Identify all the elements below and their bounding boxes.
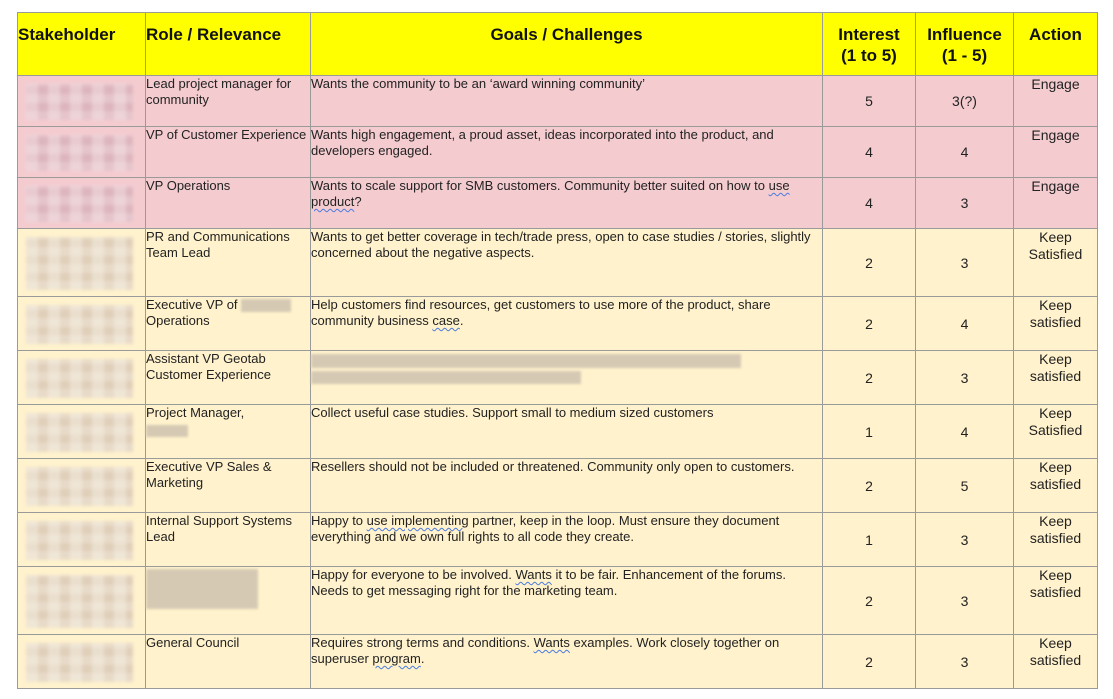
redacted-name — [26, 237, 133, 290]
goals-text: Happy to — [311, 513, 367, 528]
role-text: Project Manager, — [146, 405, 245, 420]
goals-cell[interactable] — [311, 635, 823, 689]
stakeholder-cell[interactable] — [18, 229, 146, 297]
goals-cell[interactable]: Resellers should not be included or threatened. Community only open to customers. — [311, 459, 823, 513]
stakeholder-cell[interactable] — [18, 635, 146, 689]
stakeholder-cell[interactable] — [18, 178, 146, 229]
goals-text: Happy for everyone to be involved. — [311, 567, 516, 582]
table-row — [18, 127, 1098, 178]
header-stakeholder[interactable]: Stakeholder — [18, 13, 146, 76]
table-row — [18, 76, 1098, 127]
role-cell[interactable]: Internal Support Systems Lead — [146, 513, 311, 567]
interest-cell[interactable]: 4 — [823, 178, 916, 229]
table-row — [18, 567, 1098, 635]
role-cell[interactable] — [146, 405, 311, 459]
interest-cell[interactable]: 2 — [823, 567, 916, 635]
goals-text: Wants to scale support for SMB customers. Community better suited on how to — [311, 178, 769, 193]
stakeholder-table — [17, 12, 1098, 689]
header-goals[interactable]: Goals / Challenges — [311, 13, 823, 76]
header-row — [18, 13, 1098, 76]
stakeholder-cell[interactable] — [18, 297, 146, 351]
spellcheck-word: Wants — [515, 567, 552, 582]
action-cell[interactable]: Engage — [1014, 76, 1098, 127]
influence-cell[interactable]: 3 — [916, 513, 1014, 567]
action-cell[interactable]: Keep satisfied — [1014, 635, 1098, 689]
role-cell[interactable]: PR and Communications Team Lead — [146, 229, 311, 297]
table-row — [18, 513, 1098, 567]
goals-text: ? — [354, 194, 362, 209]
redacted-name — [26, 186, 133, 222]
role-text: Executive VP of — [146, 297, 238, 312]
table-row — [18, 297, 1098, 351]
goals-text: . — [420, 651, 425, 666]
header-interest[interactable] — [823, 13, 916, 76]
goals-cell[interactable]: Wants high engagement, a proud asset, ideas incorporated into the product, and developers engaged. — [311, 127, 823, 178]
action-cell[interactable]: Keep Satisfied — [1014, 405, 1098, 459]
goals-cell[interactable] — [311, 513, 823, 567]
redacted-name — [26, 84, 133, 120]
redacted-text — [311, 371, 581, 384]
influence-cell[interactable]: 3 — [916, 567, 1014, 635]
role-text: Operations — [146, 313, 210, 328]
spellcheck-word: use implementing — [366, 513, 469, 528]
goals-text: partner, keep in the loop. Must ensure they document everything and we own full rights to all code they create. — [311, 513, 780, 544]
spellcheck-word: product — [311, 194, 355, 209]
goals-text: Requires strong terms and conditions. — [311, 635, 534, 650]
interest-cell[interactable]: 2 — [823, 635, 916, 689]
header-influence-line1: Influence — [927, 25, 1002, 44]
interest-cell[interactable]: 1 — [823, 405, 916, 459]
redacted-name — [26, 521, 133, 560]
interest-cell[interactable]: 2 — [823, 351, 916, 405]
role-cell[interactable] — [146, 567, 311, 635]
role-cell[interactable]: General Council — [146, 635, 311, 689]
header-influence[interactable] — [916, 13, 1014, 76]
influence-cell[interactable]: 4 — [916, 297, 1014, 351]
role-cell[interactable]: VP Operations — [146, 178, 311, 229]
action-cell[interactable]: Keep satisfied — [1014, 459, 1098, 513]
stakeholder-cell[interactable] — [18, 351, 146, 405]
stakeholder-cell[interactable] — [18, 405, 146, 459]
redacted-name — [26, 413, 133, 452]
redacted-name — [26, 467, 133, 506]
interest-cell[interactable]: 1 — [823, 513, 916, 567]
table-row — [18, 459, 1098, 513]
table-row — [18, 178, 1098, 229]
influence-cell[interactable]: 3 — [916, 178, 1014, 229]
table-row — [18, 635, 1098, 689]
header-role[interactable]: Role / Relevance — [146, 13, 311, 76]
role-cell[interactable]: Lead project manager for community — [146, 76, 311, 127]
influence-cell[interactable]: 3(?) — [916, 76, 1014, 127]
goals-cell[interactable] — [311, 567, 823, 635]
action-cell[interactable]: Keep satisfied — [1014, 297, 1098, 351]
redacted-name — [26, 575, 133, 628]
goals-cell[interactable]: Collect useful case studies. Support small to medium sized customers — [311, 405, 823, 459]
role-cell[interactable]: VP of Customer Experience — [146, 127, 311, 178]
goals-text: it to be fair. Enhancement of the forums. Needs to get messaging right for the marketing team. — [311, 567, 787, 598]
goals-cell[interactable] — [311, 178, 823, 229]
influence-cell[interactable]: 4 — [916, 127, 1014, 178]
goals-cell[interactable] — [311, 297, 823, 351]
stakeholder-cell[interactable] — [18, 567, 146, 635]
action-cell[interactable]: Keep Satisfied — [1014, 229, 1098, 297]
redacted-text — [146, 425, 188, 437]
goals-text: Help customers find resources, get customers to use more of the product, share community business — [311, 297, 771, 328]
action-cell[interactable]: Keep satisfied — [1014, 513, 1098, 567]
redacted-name — [26, 359, 133, 398]
role-cell[interactable]: Executive VP Sales & Marketing — [146, 459, 311, 513]
spellcheck-word: program — [372, 651, 421, 666]
spellcheck-word: case — [432, 313, 460, 328]
spellcheck-word: Wants — [533, 635, 570, 650]
stakeholder-cell[interactable] — [18, 513, 146, 567]
redacted-name — [26, 305, 133, 344]
stakeholder-cell[interactable] — [18, 459, 146, 513]
interest-cell[interactable]: 2 — [823, 459, 916, 513]
redacted-name — [26, 135, 133, 171]
header-interest-line2: (1 to 5) — [841, 46, 897, 65]
influence-cell[interactable]: 3 — [916, 351, 1014, 405]
interest-cell[interactable]: 2 — [823, 229, 916, 297]
interest-cell[interactable]: 4 — [823, 127, 916, 178]
role-cell[interactable] — [146, 297, 311, 351]
goals-text: . — [459, 313, 464, 328]
role-cell[interactable]: Assistant VP Geotab Customer Experience — [146, 351, 311, 405]
action-cell[interactable]: Engage — [1014, 127, 1098, 178]
influence-cell[interactable]: 3 — [916, 229, 1014, 297]
table-row — [18, 351, 1098, 405]
influence-cell[interactable]: 4 — [916, 405, 1014, 459]
table-row — [18, 405, 1098, 459]
goals-cell[interactable]: Wants to get better coverage in tech/trade press, open to case studies / stories, slightly concerned about the negative aspects. — [311, 229, 823, 297]
header-action[interactable]: Action — [1014, 13, 1098, 76]
table-row — [18, 229, 1098, 297]
interest-cell[interactable]: 5 — [823, 76, 916, 127]
redacted-text — [146, 569, 258, 609]
stakeholder-cell[interactable] — [18, 76, 146, 127]
redacted-text — [311, 354, 741, 368]
header-influence-line2: (1 - 5) — [941, 46, 988, 65]
interest-cell[interactable]: 2 — [823, 297, 916, 351]
action-cell[interactable]: Keep satisfied — [1014, 567, 1098, 635]
action-cell[interactable]: Keep satisfied — [1014, 351, 1098, 405]
action-cell[interactable]: Engage — [1014, 178, 1098, 229]
header-interest-line1: Interest — [838, 25, 900, 44]
redacted-text — [241, 299, 291, 312]
spellcheck-word: use — [768, 178, 790, 193]
influence-cell[interactable]: 5 — [916, 459, 1014, 513]
goals-text: examples. Work closely together on superuser — [311, 635, 780, 666]
redacted-name — [26, 643, 133, 682]
goals-cell[interactable] — [311, 351, 823, 405]
goals-cell[interactable]: Wants the community to be an ‘award winning community’ — [311, 76, 823, 127]
stakeholder-cell[interactable] — [18, 127, 146, 178]
influence-cell[interactable]: 3 — [916, 635, 1014, 689]
